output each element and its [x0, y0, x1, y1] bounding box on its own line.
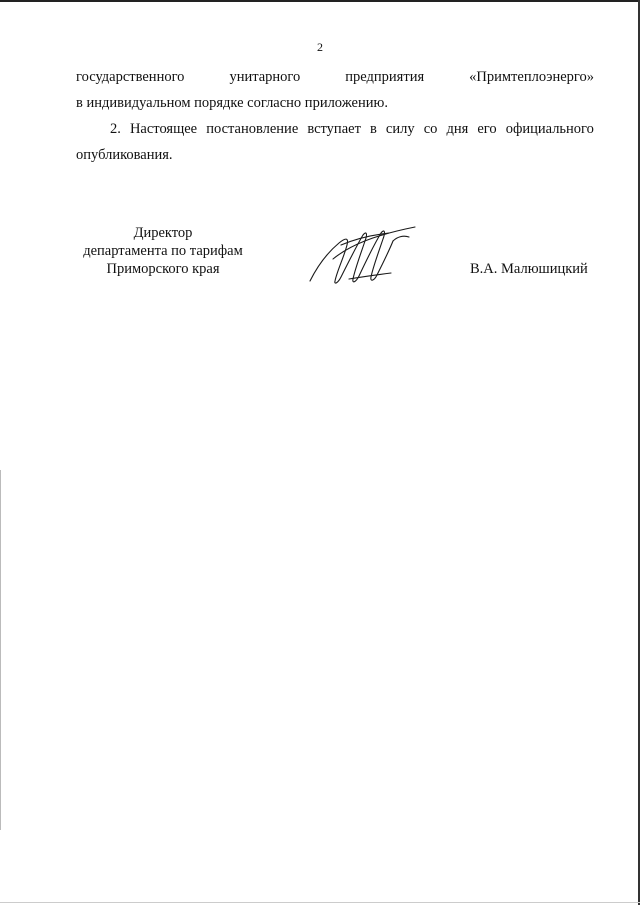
word: 2.	[110, 121, 121, 137]
word: постановление	[206, 121, 299, 137]
paragraph-2-line-2: опубликования.	[76, 147, 173, 163]
signer-name: В.А. Малюшицкий	[470, 261, 588, 277]
paragraph-2-line-1	[110, 120, 594, 138]
paragraph-1-line-1	[76, 68, 594, 86]
word: его	[477, 121, 497, 137]
signatory-title	[58, 224, 268, 278]
word: силу	[385, 121, 415, 137]
paragraph-1-line-2: в индивидуальном порядке согласно приложению.	[76, 95, 388, 111]
handwritten-signature	[305, 215, 425, 290]
page-number: 2	[317, 40, 323, 54]
word: унитарного	[229, 69, 301, 85]
scan-edge-left	[0, 470, 1, 830]
word: государственного	[76, 69, 185, 85]
word: в	[369, 121, 377, 137]
word: дня	[446, 121, 469, 137]
word: Настоящее	[129, 121, 198, 137]
scan-edge-bottom	[0, 902, 640, 903]
scan-edge-top	[0, 0, 640, 2]
signatory-title-line: Приморского края	[106, 261, 220, 277]
word: предприятия	[345, 69, 425, 85]
word: официального	[505, 121, 594, 137]
signatory-title-line: Директор	[133, 225, 193, 241]
word: вступает	[307, 121, 361, 137]
signatory-title-line: департамента по тарифам	[83, 243, 243, 259]
word: со	[423, 121, 438, 137]
word: «Примтеплоэнерго»	[469, 69, 594, 85]
